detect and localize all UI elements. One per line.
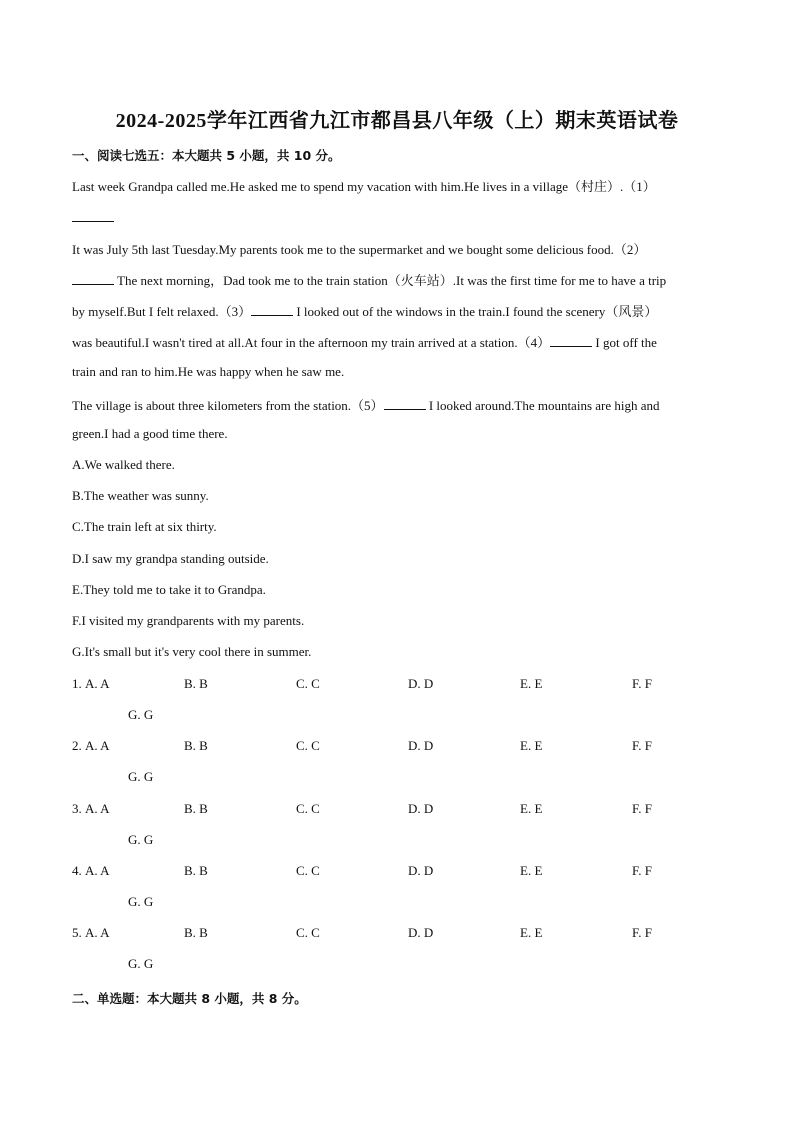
- passage-text: by myself.But I felt relaxed.（3）: [72, 304, 252, 319]
- answer-option[interactable]: D. D: [408, 738, 434, 753]
- answer-option[interactable]: B. B: [184, 676, 208, 691]
- choice-g: G.It's small but it's very cool there in summer.: [72, 644, 312, 659]
- blank-2[interactable]: [72, 272, 114, 285]
- passage-line: Last week Grandpa called me.He asked me to spend my vacation with him.He lives in a village（村庄）.（1）: [72, 179, 656, 194]
- passage-line: train and ran to him.He was happy when he saw me.: [72, 364, 345, 379]
- answer-option[interactable]: G. G: [128, 769, 154, 784]
- blank-1[interactable]: [72, 209, 114, 226]
- answer-option[interactable]: F. F: [632, 925, 652, 940]
- question-number: 2.: [72, 738, 82, 753]
- answer-option[interactable]: D. D: [408, 676, 434, 691]
- passage-text: was beautiful.I wasn't tired at all.At four in the afternoon my train arrived at a station.（4）: [72, 335, 551, 350]
- blank-3[interactable]: [251, 303, 293, 316]
- blank-4[interactable]: [550, 334, 592, 347]
- page-title: 2024-2025学年江西省九江市都昌县八年级（上）期末英语试卷: [115, 110, 679, 132]
- answer-option[interactable]: G. G: [128, 832, 154, 847]
- passage-text: The village is about three kilometers from the station.（5）: [72, 398, 384, 413]
- answer-option[interactable]: C. C: [296, 925, 320, 940]
- passage-line: [72, 332, 657, 351]
- question-number: 5.: [72, 925, 82, 940]
- answer-option[interactable]: E. E: [520, 863, 543, 878]
- answer-option[interactable]: A. A: [85, 863, 110, 878]
- answer-option[interactable]: A. A: [85, 925, 110, 940]
- passage-line: [72, 270, 666, 289]
- answer-option[interactable]: B. B: [184, 863, 208, 878]
- passage-line: [72, 301, 657, 320]
- answer-option[interactable]: D. D: [408, 925, 434, 940]
- answer-option[interactable]: G. G: [128, 894, 154, 909]
- section-heading-single-choice: 二、单选题：本大题共 8 小题，共 8 分。: [72, 991, 307, 1006]
- answer-option[interactable]: F. F: [632, 738, 652, 753]
- passage-text: The next morning，Dad took me to the train station（火车站）.It was the first time for me to have a trip: [114, 273, 667, 288]
- choice-c: C.The train left at six thirty.: [72, 519, 217, 534]
- question-number: 1.: [72, 676, 82, 691]
- question-number: 4.: [72, 863, 82, 878]
- choice-e: E.They told me to take it to Grandpa.: [72, 582, 266, 597]
- answer-option[interactable]: E. E: [520, 676, 543, 691]
- passage-line: [72, 395, 660, 414]
- answer-option[interactable]: B. B: [184, 738, 208, 753]
- answer-option[interactable]: E. E: [520, 925, 543, 940]
- question-number: 3.: [72, 801, 82, 816]
- passage-line: It was July 5th last Tuesday.My parents took me to the supermarket and we bought some delicious food.（2）: [72, 242, 647, 257]
- passage-line: green.I had a good time there.: [72, 426, 228, 441]
- choice-b: B.The weather was sunny.: [72, 488, 209, 503]
- answer-option[interactable]: E. E: [520, 738, 543, 753]
- answer-option[interactable]: E. E: [520, 801, 543, 816]
- answer-option[interactable]: D. D: [408, 863, 434, 878]
- answer-option[interactable]: B. B: [184, 925, 208, 940]
- answer-option[interactable]: F. F: [632, 801, 652, 816]
- choice-a: A.We walked there.: [72, 457, 175, 472]
- passage-text: I got off the: [592, 335, 657, 350]
- answer-option[interactable]: G. G: [128, 956, 154, 971]
- answer-option[interactable]: C. C: [296, 676, 320, 691]
- answer-option[interactable]: C. C: [296, 738, 320, 753]
- passage-text: I looked out of the windows in the train.I found the scenery（风景）: [293, 304, 658, 319]
- answer-option[interactable]: F. F: [632, 863, 652, 878]
- choice-d: D.I saw my grandpa standing outside.: [72, 551, 269, 566]
- answer-option[interactable]: A. A: [85, 738, 110, 753]
- answer-option[interactable]: A. A: [85, 801, 110, 816]
- answer-option[interactable]: G. G: [128, 707, 154, 722]
- answer-option[interactable]: D. D: [408, 801, 434, 816]
- answer-option[interactable]: C. C: [296, 863, 320, 878]
- section-heading-reading: 一、阅读七选五：本大题共 5 小题，共 10 分。: [72, 148, 341, 163]
- answer-option[interactable]: F. F: [632, 676, 652, 691]
- passage-text: I looked around.The mountains are high and: [425, 398, 660, 413]
- choice-f: F.I visited my grandparents with my parents.: [72, 613, 305, 628]
- blank-5[interactable]: [384, 397, 426, 410]
- answer-option[interactable]: C. C: [296, 801, 320, 816]
- answer-option[interactable]: B. B: [184, 801, 208, 816]
- answer-option[interactable]: A. A: [85, 676, 110, 691]
